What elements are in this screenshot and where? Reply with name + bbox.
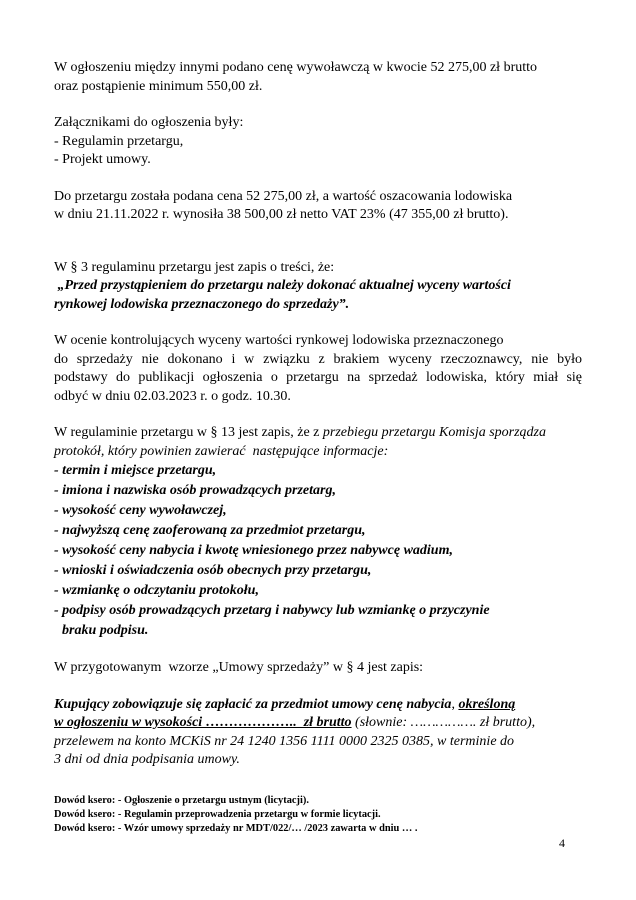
- text-line: W ogłoszeniu między innymi podano cenę wywoławczą w kwocie 52 275,00 zł brutto: [54, 60, 538, 75]
- protocol-paragraph: [54, 424, 582, 641]
- text-line: W ocenie kontrolujących wyceny wartości rynkowej lodowiska przeznaczonego: [54, 333, 504, 348]
- assessment-paragraph: [54, 332, 582, 406]
- list-item: - wzmiankę o odczytaniu protokołu,: [54, 583, 259, 598]
- document-page: [54, 59, 582, 836]
- quote-line: „Przed przystąpieniem do przetargu należy dokonać aktualnej wyceny wartości: [54, 278, 511, 293]
- list-item: - najwyższą cenę zaoferowaną za przedmiot przetargu,: [54, 523, 366, 538]
- attachments-paragraph: [54, 114, 582, 170]
- list-item: - imiona i nazwiska osób prowadzących przetarg,: [54, 483, 336, 498]
- attachment-item: - Projekt umowy.: [54, 152, 151, 167]
- evidence-item: Dowód ksero: - Regulamin przeprowadzenia przetargu w formie licytacji.: [54, 808, 381, 820]
- list-item: - wysokość ceny nabycia i kwotę wniesionego przez nabywcę wadium,: [54, 543, 453, 558]
- text-line: w ogłoszeniu w wysokości ……………….. zł brutto (słownie: ……………. zł brutto),: [54, 715, 536, 730]
- text-line: odbyć w dniu 02.03.2023 r. o godz. 10.30.: [54, 388, 291, 404]
- valuation-paragraph: [54, 188, 582, 225]
- list-item: - wnioski i oświadczenia osób obecnych przy przetargu,: [54, 563, 372, 578]
- text-line: podstawy do publikacji ogłoszenia o przetargu na sprzedaż lodowiska, który miał się: [54, 370, 582, 385]
- evidence-list: [54, 794, 582, 836]
- contract-intro: W przygotowanym wzorze „Umowy sprzedaży” w § 4 jest zapis:: [54, 660, 424, 675]
- text-line: w dniu 21.11.2022 r. wynosiła 38 500,00 zł netto VAT 23% (47 355,00 zł brutto).: [54, 207, 509, 222]
- attachments-heading: Załącznikami do ogłoszenia były:: [54, 115, 244, 130]
- text-line: protokół, który powinien zawierać następujące informacje:: [54, 443, 389, 459]
- list-item: - termin i miejsce przetargu,: [54, 463, 217, 478]
- protocol-list: [54, 461, 582, 641]
- list-item-continuation: braku podpisu.: [62, 623, 149, 638]
- text-line: Do przetargu została podana cena 52 275,00 zł, a wartość oszacowania lodowiska: [54, 188, 513, 204]
- text-line: W regulaminie przetargu w § 13 jest zapis, że z przebiegu przetargu Komisja sporządza: [54, 425, 547, 440]
- text-line: W § 3 regulaminu przetargu jest zapis o treści, że:: [54, 259, 335, 275]
- text-line: przelewem na konto MCKiS nr 24 1240 1356 1111 0000 2325 0385, w terminie do: [54, 733, 515, 749]
- text-line: Kupujący zobowiązuje się zapłacić za przedmiot umowy cenę nabycia, określoną: [54, 696, 516, 712]
- attachment-item: - Regulamin przetargu,: [54, 133, 184, 149]
- quote-line: rynkowej lodowiska przeznaczonego do sprzedaży”.: [54, 296, 350, 312]
- text-line: do sprzedaży nie dokonano i w związku z brakiem wyceny rzeczoznawcy, nie było: [54, 351, 582, 367]
- list-item: - wysokość ceny wywoławczej,: [54, 503, 227, 518]
- contract-clause: [54, 696, 582, 770]
- price-paragraph: [54, 59, 582, 96]
- evidence-item: Dowód ksero: - Ogłoszenie o przetargu ustnym (licytacji).: [54, 794, 309, 806]
- text-line: oraz postąpienie minimum 550,00 zł.: [54, 78, 263, 94]
- evidence-item: Dowód ksero: - Wzór umowy sprzedaży nr MDT/022/… /2023 zawarta w dniu … .: [54, 822, 418, 834]
- list-item: - podpisy osób prowadzących przetarg i nabywcy lub wzmiankę o przyczynie: [54, 603, 490, 618]
- text-line: 3 dni od dnia podpisania umowy.: [54, 752, 240, 767]
- page-number: 4: [559, 836, 565, 850]
- regulation-paragraph: [54, 259, 582, 315]
